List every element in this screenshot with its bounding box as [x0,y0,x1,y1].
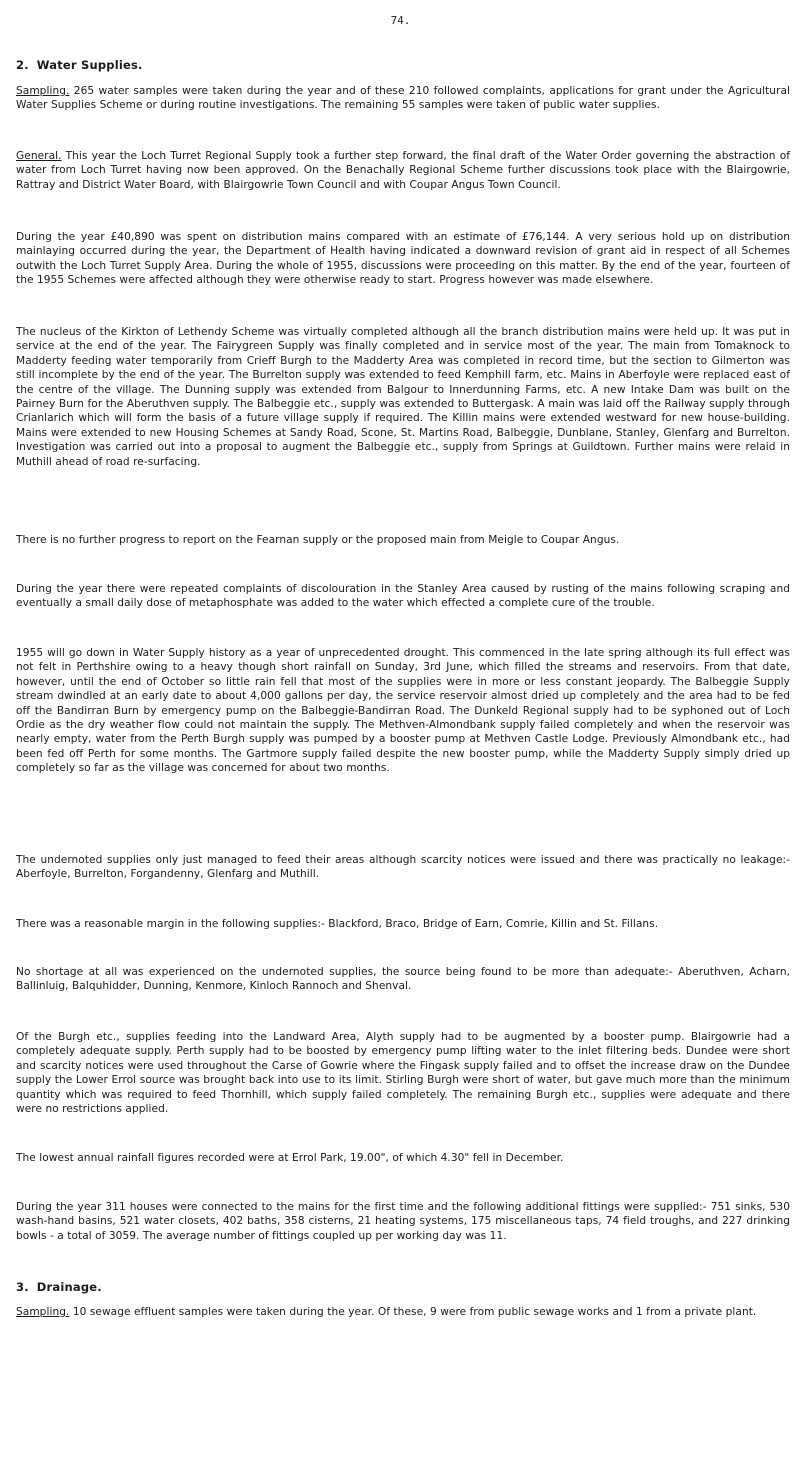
paragraph-sampling [16,84,790,113]
paragraph-lead: Sampling. [16,1306,70,1318]
section-heading-water-supplies [16,58,143,72]
paragraph-text: 10 sewage effluent samples were taken during the year. Of these, 9 were from public sewage works and 1 from a private plant. [69,1306,757,1318]
paragraph-drainage-sampling [16,1305,790,1319]
paragraph-text: 265 water samples were taken during the year and of these 210 followed complaints, applications for grant under the Agricultural Water Supplies Scheme or during routine investigations. The remaining 55 samples were taken of public water supplies. [16,85,790,112]
section-number: 3. [16,1280,29,1294]
section-title: Water Supplies. [36,58,143,72]
paragraph-just-managed: The undernoted supplies only just managed to feed their areas although scarcity notices were issued and there was practically no leakage:- Aberfoyle, Burrelton, Forgandenny, Glenfarg and Muthill. [16,854,790,881]
paragraph-fearnan: There is no further progress to report on the Fearnan supply or the proposed main from Meigle to Coupar Angus. [16,534,620,546]
page-number: 74. [390,14,411,27]
paragraph-text: This year the Loch Turret Regional Supply took a further step forward, the final draft of the Water Order governing the abstraction of water from Loch Turret having now been approved. On the Benachally Regional Scheme further discussions took place with the Blairgowrie, Rattray and District Water Board, with Blairgowrie Town Council and with Coupar Angus Town Council. [16,150,790,191]
section-number: 2. [16,58,29,72]
paragraph-burgh-supplies: Of the Burgh etc., supplies feeding into the Landward Area, Alyth supply had to be augmented by a booster pump. Blairgowrie had a completely adequate supply. Perth supply had to be boosted by emergency pump lifting water to the inlet filtering beds. Dundee were short and scarcity notices were used throughout the Carse of Gowrie where the Fingask supply failed and to offset the increase draw on the Dundee supply the Lower Errol source was brought back into use to its limit. Stirling Burgh were short of water, but gave much more than the minimum quantity which was required to feed Thornhill, which supply failed completely. The remaining Burgh etc., supplies were adequate and there were no restrictions applied. [16,1031,790,1116]
paragraph-distribution-mains: During the year £40,890 was spent on distribution mains compared with an estimate of £76,144. A very serious hold up on distribution mainlaying occurred during the year, the Department of Health having indicated a downward revision of grant aid in respect of all Schemes outwith the Loch Turret Supply Area. During the whole of 1955, discussions were proceeding on this matter. By the end of the year, fourteen of the 1955 Schemes were affected although they were otherwise ready to start. Progress however was made elsewhere. [16,231,790,287]
paragraph-general [16,149,790,192]
section-heading-drainage [16,1280,102,1294]
paragraph-stanley-discolouration: During the year there were repeated complaints of discolouration in the Stanley Area caused by rusting of the mains following scraping and eventually a small daily dose of metaphosphate was added to the water which effected a complete cure of the trouble. [16,583,790,610]
paragraph-schemes-progress: The nucleus of the Kirkton of Lethendy Scheme was virtually completed although all the branch distribution mains were held up. It was put in service at the end of the year. The Fairygreen Supply was finally completed and in service most of the year. The main from Tomaknock to Madderty feeding water temporarily from Crieff Burgh to the Madderty Area was completed in record time, but the section to Gilmerton was still incomplete by the end of the year. The Burrelton supply was extended to feed Kemphill farm, etc. Mains in Aberfoyle were replaced east of the centre of the village. The Dunning supply was extended from Balgour to Innerdunning Farms, etc. A new Intake Dam was built on the Pairney Burn for the Aberuthven supply. The Balbeggie etc., supply was extended to Buttergask. A main was laid off the Railway supply through Crianlarich which will form the basis of a future village supply if required. The Killin mains were extended westward for new house-building. Mains were extended to new Housing Schemes at Sandy Road, Scone, St. Martins Road, Balbeggie, Dunblane, Stanley, Glenfarg and Burrelton. Investigation was carried out into a proposal to augment the Balbeggie etc., supply from Springs at Guildtown. Further mains were relaid in Muthill ahead of road re-surfacing. [16,326,790,468]
paragraph-drought: 1955 will go down in Water Supply history as a year of unprecedented drought. This commenced in the late spring although its full effect was not felt in Perthshire owing to a heavy though short rainfall on Sunday, 3rd June, which filled the streams and reservoirs. From that date, however, until the end of October so little rain fell that most of the supplies were in more or less constant jeopardy. The Balbeggie Supply stream dwindled at an early date to about 4,000 gallons per day, the service reservoir almost dried up completely and the area had to be fed off the Bandirran Burn by emergency pump on the Balbeggie-Bandirran Road. The Dunkeld Regional supply had to be syphoned out of Loch Ordie as the dry weather flow could not maintain the supply. The Methven-Almondbank supply failed completely and when the reservoir was nearly empty, water from the Perth Burgh supply was pumped by a booster pump at Methven Castle Lodge. Previously Almondbank etc., had been fed off Perth for some months. The Gartmore supply failed despite the new booster pump, while the Madderty Supply simply dried up completely so far as the village was concerned for about two months. [16,647,790,775]
section-title: Drainage. [36,1280,102,1294]
paragraph-fittings: During the year 311 houses were connected to the mains for the first time and the following additional fittings were supplied:- 751 sinks, 530 wash-hand basins, 521 water closets, 402 baths, 358 cisterns, 21 heating systems, 175 miscellaneous taps, 74 field troughs, and 227 drinking bowls - a total of 3059. The average number of fittings coupled up per working day was 11. [16,1201,790,1242]
paragraph-rainfall: The lowest annual rainfall figures recorded were at Errol Park, 19.00", of which 4.30" fell in December. [16,1152,564,1164]
paragraph-lead: Sampling. [16,85,70,97]
paragraph-lead: General. [16,150,62,162]
paragraph-no-shortage: No shortage at all was experienced on the undernoted supplies, the source being found to be more than adequate:- Aberuthven, Acharn, Ballinluig, Balquhidder, Dunning, Kenmore, Kinloch Rannoch and Shenval. [16,966,790,993]
paragraph-reasonable-margin: There was a reasonable margin in the following supplies:- Blackford, Braco, Bridge of Earn, Comrie, Killin and St. Fillans. [16,918,659,930]
